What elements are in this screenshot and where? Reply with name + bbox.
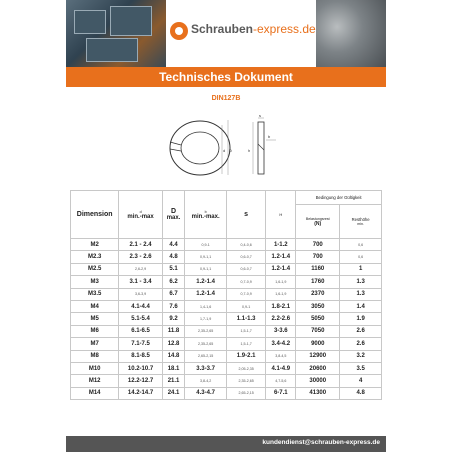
- table-cell-D: 12.8: [162, 338, 185, 350]
- table-cell-r: 1.4: [340, 300, 382, 312]
- table-cell-h: 4.1-4.9: [266, 362, 296, 374]
- table-cell-r: 4: [340, 375, 382, 387]
- table-cell-dim: M3: [71, 276, 119, 288]
- table-cell-r: 0,6: [340, 239, 382, 251]
- document-page: [66, 0, 386, 452]
- table-cell-s: 1.1-1.3: [226, 313, 265, 325]
- table-cell-s: 0,7-0,9: [226, 288, 265, 300]
- table-cell-d: 3,6-3,9: [119, 288, 162, 300]
- header-D: D max.: [162, 191, 185, 239]
- logo[interactable]: [166, 0, 316, 67]
- table-cell-D: 21.1: [162, 375, 185, 387]
- table-cell-d: 10.2-10.7: [119, 362, 162, 374]
- table-cell-h: 1.2-1.4: [266, 263, 296, 275]
- table-cell-dim: M2.3: [71, 251, 119, 263]
- table-cell-D: 4.8: [162, 251, 185, 263]
- table-cell-d: 5.1-5.4: [119, 313, 162, 325]
- specification-table: [70, 190, 382, 400]
- table-cell-d: 8.1-8.5: [119, 350, 162, 362]
- table-cell-dim: M14: [71, 387, 119, 399]
- table-cell-b: 2,35-2,65: [185, 338, 227, 350]
- table-cell-h: 2.2-2.6: [266, 313, 296, 325]
- table-cell-r: 1.3: [340, 288, 382, 300]
- table-row: [71, 239, 382, 251]
- table-cell-r: 1: [340, 263, 382, 275]
- spring-washer-drawing: [162, 112, 292, 182]
- table-cell-d: 2,6-2,9: [119, 263, 162, 275]
- table-cell-r: 0,6: [340, 251, 382, 263]
- table-cell-b: 4.3-4.7: [185, 387, 227, 399]
- table-cell-D: 11.8: [162, 325, 185, 337]
- header-resthoehe: Resthöhe min.: [340, 205, 382, 239]
- table-cell-r: 2.6: [340, 338, 382, 350]
- table-cell-D: 24.1: [162, 387, 185, 399]
- table-cell-b: 3.3-3.7: [185, 362, 227, 374]
- table-cell-h: 3-3.6: [266, 325, 296, 337]
- table-cell-D: 5.1: [162, 263, 185, 275]
- table-row: [71, 288, 382, 300]
- table-cell-d: 7.1-7.5: [119, 338, 162, 350]
- table-cell-d: 14.2-14.7: [119, 387, 162, 399]
- washer-side-view: [258, 122, 264, 174]
- table-cell-b: 2,35-2,65: [185, 325, 227, 337]
- table-cell-h: 1-1.2: [266, 239, 296, 251]
- table-cell-r: 1.9: [340, 313, 382, 325]
- table-cell-n: 700: [296, 251, 340, 263]
- table-cell-n: 20600: [296, 362, 340, 374]
- washer-inner-ring: [181, 132, 219, 164]
- table-cell-D: 6.7: [162, 288, 185, 300]
- header-d: d min.-max: [119, 191, 162, 239]
- dim-label-h: h: [248, 148, 251, 153]
- table-cell-n: 30000: [296, 375, 340, 387]
- table-cell-h: 1,6-1,9: [266, 288, 296, 300]
- table-row: [71, 362, 382, 374]
- table-cell-s: 0,4-0,6: [226, 239, 265, 251]
- table-row: [71, 375, 382, 387]
- table-cell-n: 7050: [296, 325, 340, 337]
- table-cell-b: 0,9-1,1: [185, 263, 227, 275]
- table-cell-d: 6.1-6.5: [119, 325, 162, 337]
- table-cell-dim: M4: [71, 300, 119, 312]
- table-cell-n: 700: [296, 239, 340, 251]
- table-cell-d: 2.1 - 2.4: [119, 239, 162, 251]
- table-row: [71, 313, 382, 325]
- table-cell-d: 3.1 - 3.4: [119, 276, 162, 288]
- title-bar: [66, 67, 386, 87]
- table-cell-d: 12.2-12.7: [119, 375, 162, 387]
- brand-name: Schrauben: [191, 22, 254, 36]
- table-cell-s: 0,6-0,7: [226, 251, 265, 263]
- dim-label-d: d: [223, 148, 226, 153]
- table-row: [71, 350, 382, 362]
- table-cell-b: 1.2-1.4: [185, 276, 227, 288]
- table-cell-dim: M3.5: [71, 288, 119, 300]
- table-cell-b: 1.2-1.4: [185, 288, 227, 300]
- table-cell-n: 1760: [296, 276, 340, 288]
- table-cell-h: 1.2-1.4: [266, 251, 296, 263]
- table-cell-dim: M8: [71, 350, 119, 362]
- table-cell-s: 2,65-2,15: [226, 387, 265, 399]
- table-cell-r: 4.8: [340, 387, 382, 399]
- table-cell-s: 0,9-1: [226, 300, 265, 312]
- table-cell-h: 3,8-4,5: [266, 350, 296, 362]
- table-cell-r: 2.6: [340, 325, 382, 337]
- table-cell-D: 7.6: [162, 300, 185, 312]
- table-cell-r: 3.2: [340, 350, 382, 362]
- header-dimension: Dimension: [71, 191, 119, 239]
- table-cell-dim: M5: [71, 313, 119, 325]
- header-validity: Bedingung der Gültigkeit: [296, 191, 382, 205]
- table-cell-h: 4,7-5,6: [266, 375, 296, 387]
- table-cell-s: 2,05-2,35: [226, 362, 265, 374]
- table-row: [71, 300, 382, 312]
- table-row: [71, 263, 382, 275]
- table-cell-b: 3,8-4,2: [185, 375, 227, 387]
- washer-outer-ring: [170, 121, 230, 175]
- table-cell-b: 1,7-1,9: [185, 313, 227, 325]
- table-cell-D: 6.2: [162, 276, 185, 288]
- document-id: DIN127B: [211, 95, 241, 102]
- table-cell-s: 1,5-1,7: [226, 325, 265, 337]
- table-cell-s: 1.9-2.1: [226, 350, 265, 362]
- table-cell-dim: M10: [71, 362, 119, 374]
- table-cell-b: 0,9-1: [185, 239, 227, 251]
- table-cell-d: 4.1-4.4: [119, 300, 162, 312]
- logo-screw-icon: [170, 22, 188, 40]
- table-row: [71, 251, 382, 263]
- screws-photo: [316, 0, 386, 67]
- header-s: s: [226, 191, 265, 239]
- table-cell-s: 2,35-2,65: [226, 375, 265, 387]
- table-cell-n: 2370: [296, 288, 340, 300]
- table-cell-r: 1.3: [340, 276, 382, 288]
- page-title: Technisches Dokument: [159, 70, 293, 84]
- table-cell-d: 2.3 - 2.6: [119, 251, 162, 263]
- dim-label-D: D: [229, 148, 232, 153]
- table-cell-s: 0,6-0,7: [226, 263, 265, 275]
- table-cell-dim: M7: [71, 338, 119, 350]
- table-row: [71, 338, 382, 350]
- table-cell-n: 3050: [296, 300, 340, 312]
- table-cell-n: 1160: [296, 263, 340, 275]
- brand-domain: -express.de: [253, 22, 316, 36]
- header-banner: [66, 0, 386, 67]
- table-row: [71, 325, 382, 337]
- table-cell-D: 18.1: [162, 362, 185, 374]
- dim-label-b: b: [268, 134, 271, 139]
- table-cell-b: 0,9-1,1: [185, 251, 227, 263]
- header-b: b min.-max.: [185, 191, 227, 239]
- footer-bar: [66, 436, 386, 452]
- table-cell-dim: M6: [71, 325, 119, 337]
- table-cell-s: 1,5-1,7: [226, 338, 265, 350]
- specification-rows: [71, 239, 382, 400]
- table-cell-D: 14.8: [162, 350, 185, 362]
- table-cell-r: 3.5: [340, 362, 382, 374]
- table-cell-b: 1,4-1,6: [185, 300, 227, 312]
- table-cell-dim: M12: [71, 375, 119, 387]
- table-cell-h: 3.4-4.2: [266, 338, 296, 350]
- table-cell-h: 1,6-1,9: [266, 276, 296, 288]
- table-cell-dim: M2: [71, 239, 119, 251]
- table-row: [71, 387, 382, 399]
- header-force: Belastungsrest (N): [296, 205, 340, 239]
- table-cell-n: 41300: [296, 387, 340, 399]
- header-h: H: [266, 191, 296, 239]
- contact-email-link[interactable]: kundendienst@schrauben-express.de: [262, 439, 380, 446]
- table-row: [71, 276, 382, 288]
- table-cell-h: 6-7.1: [266, 387, 296, 399]
- table-cell-D: 4.4: [162, 239, 185, 251]
- table-cell-h: 1.8-2.1: [266, 300, 296, 312]
- table-cell-dim: M2.5: [71, 263, 119, 275]
- table-cell-n: 9000: [296, 338, 340, 350]
- toolbox-photo: [66, 0, 166, 67]
- dim-label-s: s: [259, 113, 261, 118]
- table-cell-n: 12900: [296, 350, 340, 362]
- table-cell-D: 9.2: [162, 313, 185, 325]
- table-cell-b: 2,65-2,15: [185, 350, 227, 362]
- table-cell-n: 5050: [296, 313, 340, 325]
- table-cell-s: 0,7-0,9: [226, 276, 265, 288]
